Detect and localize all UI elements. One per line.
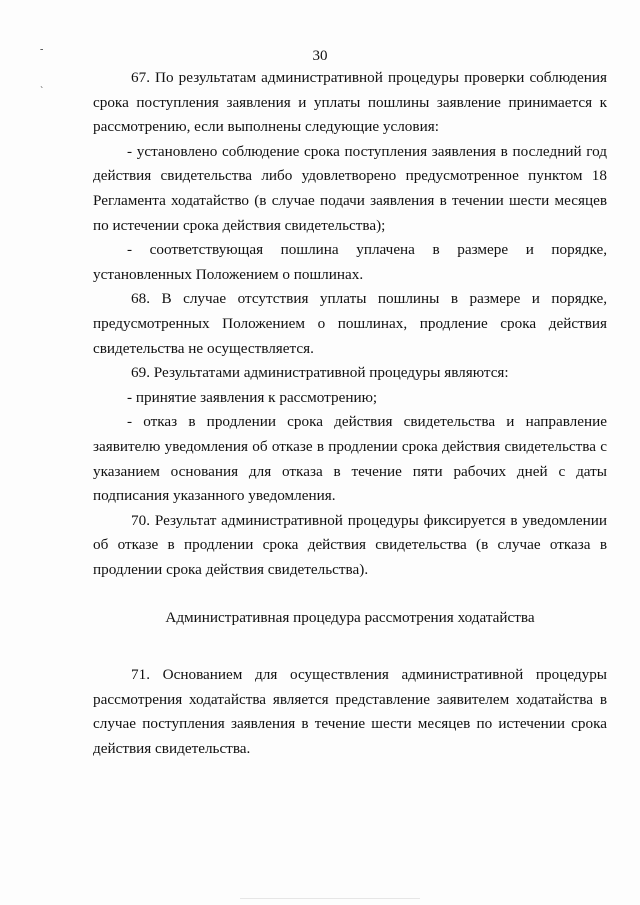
section-heading: Административная процедура рассмотрения ходатайства bbox=[165, 609, 535, 627]
paragraph-70: 70. Результат административной процедуры фиксируется в уведомлении об отказе в продлении срока действия свидетельства (в случае отказа в продлении срока действия свидетельства). bbox=[93, 511, 607, 578]
paragraph-69-result-2: - отказ в продлении срока действия свидетельства и направление заявителю уведомления об отказе в продлении срока действия свидетельства с указанием основания для отказа в течение пяти рабочих дней с даты подписания указанного уведомления. bbox=[93, 413, 607, 505]
page-number: 30 bbox=[312, 48, 328, 64]
scan-edge-line bbox=[240, 898, 420, 899]
paragraph-67: 67. По результатам административной процедуры проверки соблюдения срока поступления заявления и уплаты пошлины заявление принимается к рассмотрению, если выполнены следующие условия: bbox=[93, 69, 607, 136]
paragraph-69: 69. Результатами административной процедуры являются: bbox=[131, 364, 509, 382]
spacer bbox=[93, 631, 607, 663]
paragraph-67-condition-1: - установлено соблюдение срока поступления заявления в последний год действия свидетельства либо удовлетворено предусмотренное пунктом 18 Регламента ходатайство (в случае подачи заявления в течении шести месяцев по истечении срока действия свидетельства); bbox=[93, 142, 607, 234]
paragraph-68: 68. В случае отсутствия уплаты пошлины в размере и порядке, предусмотренных Положением о пошлинах, продление срока действия свидетельства не осуществляется. bbox=[93, 290, 607, 357]
document-body bbox=[93, 66, 607, 761]
paragraph-71: 71. Основанием для осуществления административной процедуры рассмотрения ходатайства является представление заявителем ходатайства в случае поступления заявления в течение шести месяцев по истечении срока действия свидетельства. bbox=[93, 666, 607, 757]
paragraph-69-result-1: - принятие заявления к рассмотрению; bbox=[127, 388, 378, 406]
scan-mark: ` bbox=[40, 86, 44, 97]
paragraph-67-condition-2: - соответствующая пошлина уплачена в размере и порядке, установленных Положением о пошлинах. bbox=[93, 241, 607, 283]
scan-mark: - bbox=[40, 44, 44, 55]
